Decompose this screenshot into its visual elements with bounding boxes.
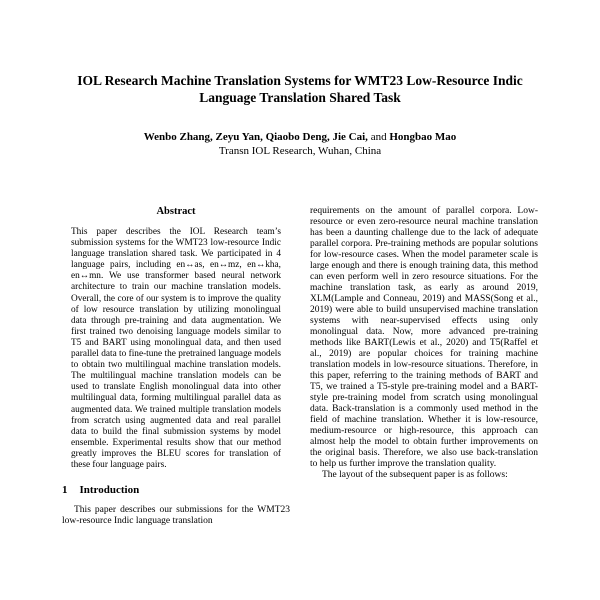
affiliation: Transn IOL Research, Wuhan, China [218, 145, 382, 157]
abstract-heading: Abstract [156, 206, 196, 217]
right-column-paragraph-2: The layout of the subsequent paper is as follows: [322, 470, 508, 480]
author-names-2: Hongbao Mao [389, 131, 457, 143]
section-1-heading [62, 484, 290, 496]
paper-title: IOL Research Machine Translation Systems for WMT23 Low-Resource Indic Language Translation Shared Task [77, 73, 523, 105]
author-and: and [370, 131, 387, 143]
author-line [62, 130, 538, 144]
section-1-number: 1 [62, 484, 68, 497]
section-1-text: This paper describes our submissions for the WMT23 low-resource Indic language translation [62, 505, 290, 527]
section-1-title: Introduction [79, 484, 140, 497]
two-column-body [62, 206, 538, 527]
abstract-text: This paper describes the IOL Research team’s submission systems for the WMT23 low-resource Indic language translation shared task. We participated in 4 language pairs, including en↔as, en↔mz, en↔kha, en↔mn. We use transformer based neural network architecture to train our machine translation models. Overall, the core of our system is to improve the quality of low resource translation by utilizing monolingual data through pre-training and data augmentation. We first trained two denoising language models similar to T5 and BART using monolingual data, and then used parallel data to fine-tune the pretrained language models to obtain two multilingual machine translation models. The multilingual machine translation models can be used to translate English monolingual data into other multilingual data, forming multilingual parallel data as augmented data. We trained multiple translation models from scratch using augmented data and real parallel data to build the final submission systems by model ensemble. Experimental results show that our method greatly improves the BLEU scores for translation of these four language pairs. [71, 227, 281, 470]
left-column [62, 206, 290, 527]
right-column-paragraph-1: requirements on the amount of parallel corpora. Low-resource or even zero-resource neural machine translation has been a daunting challenge due to the lack of adequate parallel corpora. Pre-training methods are popular solutions for low-resource cases. When the model parameter scale is large enough and there is enough training data, this method can even perform well in zero resource situations. For the machine translation task, as early as around 2019, XLM(Lample and Conneau, 2019) and MASS(Song et al., 2019) were able to build unsupervised machine translation systems with near-supervised effects using only monolingual data. Now, more advanced pre-training methods like BART(Lewis et al., 2020) and T5(Raffel et al., 2019) are popular choices for training machine translation models in low-resource situations. Therefore, in this paper, referring to the training methods of BART and T5, we trained a T5-style pre-training model and a BART-style pre-training model from scratch using monolingual data. Back-translation is a commonly used method in the field of machine translation. Whether it is low-resource, medium-resource or high-resource, this approach can almost help the model to obtain further improvements on the original basis. Therefore, we also use back-translation to help us further improve the translation quality. [310, 206, 538, 469]
right-column [310, 206, 538, 527]
author-names-1: Wenbo Zhang, Zeyu Yan, Qiaobo Deng, Jie Cai, [143, 131, 368, 143]
